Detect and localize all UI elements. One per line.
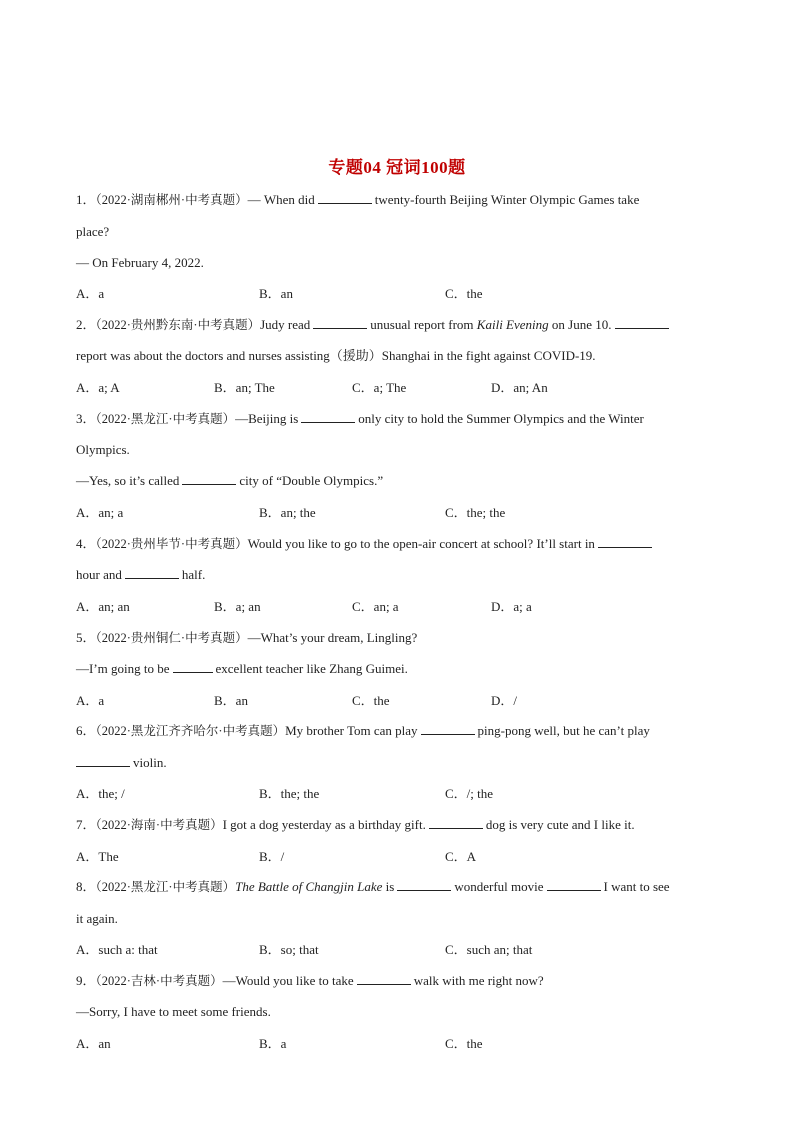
answer-blank	[301, 410, 355, 423]
question-source: （2022·贵州铜仁·中考真题）	[95, 631, 248, 645]
question-4-line-2: hour and half.	[76, 567, 206, 582]
question-source: （2022·海南·中考真题）	[95, 818, 223, 832]
answer-blank	[76, 754, 130, 767]
question-7-line-1: 7．（2022·海南·中考真题）I got a dog yesterday as a birthday gift. dog is very cute and I like it.	[76, 817, 635, 832]
question-source: （2022·吉林·中考真题）	[95, 974, 223, 988]
option-d: D．a; a	[491, 599, 532, 614]
option-d: D．/	[491, 693, 518, 708]
question-5-line-1: 5．（2022·贵州铜仁·中考真题）—What’s your dream, Lingling?	[76, 630, 418, 645]
option-b: B．an; The	[214, 380, 275, 395]
question-source: （2022·黑龙江齐齐哈尔·中考真题）	[95, 724, 286, 738]
question-1-line-2: place?	[76, 224, 110, 239]
question-source: （2022·黑龙江·中考真题）	[95, 880, 236, 894]
option-c: C．the	[445, 286, 483, 301]
option-a: A．a; A	[76, 380, 120, 395]
page-title: 专题04 冠词100题	[328, 158, 466, 177]
option-b: B．/	[259, 849, 285, 864]
question-9-line-2: —Sorry, I have to meet some friends.	[76, 1004, 271, 1019]
question-6-line-2: violin.	[76, 754, 726, 772]
question-6-line-1: 6．（2022·黑龙江齐齐哈尔·中考真题）My brother Tom can play ping-pong well, but he can’t play	[76, 723, 650, 738]
answer-blank	[615, 316, 669, 329]
question-9-line-1: 9．（2022·吉林·中考真题）—Would you like to take walk with me right now?	[76, 973, 544, 988]
option-c: C．/; the	[445, 786, 494, 801]
question-2-line-2: report was about the doctors and nurses assisting（援助）Shanghai in the fight against COVID-19.	[76, 348, 596, 363]
answer-blank	[598, 535, 652, 548]
answer-blank	[313, 316, 367, 329]
option-c: C．a; The	[352, 380, 407, 395]
option-b: B．an	[214, 693, 248, 708]
option-a: A．The	[76, 849, 119, 864]
question-source: （2022·湖南郴州·中考真题）	[95, 193, 248, 207]
option-c: C．an; a	[352, 599, 399, 614]
option-c: C．the	[352, 693, 390, 708]
question-source: （2022·贵州毕节·中考真题）	[95, 537, 248, 551]
question-3-line-3: —Yes, so it’s called city of “Double Olympics.”	[76, 473, 384, 488]
option-c: C．the	[445, 1036, 483, 1051]
option-b: B．a; an	[214, 599, 261, 614]
question-2-line-1: 2．（2022·贵州黔东南·中考真题）Judy read unusual report from Kaili Evening on June 10.	[76, 316, 726, 334]
question-3-line-1: 3．（2022·黑龙江·中考真题）—Beijing is only city to hold the Summer Olympics and the Winter	[76, 411, 644, 426]
option-b: B．an	[259, 286, 293, 301]
answer-blank	[173, 660, 213, 673]
question-3-line-2: Olympics.	[76, 442, 130, 457]
option-d: D．an; An	[491, 380, 548, 395]
question-source: （2022·黑龙江·中考真题）	[95, 412, 236, 426]
answer-blank	[357, 972, 411, 985]
answer-blank	[182, 472, 236, 485]
answer-blank	[421, 722, 475, 735]
option-b: B．so; that	[259, 942, 319, 957]
answer-blank	[547, 878, 601, 891]
answer-blank	[318, 191, 372, 204]
option-c: C．the; the	[445, 505, 506, 520]
option-c: C．A	[445, 849, 477, 864]
question-8-line-1: 8．（2022·黑龙江·中考真题）The Battle of Changjin Lake is wonderful movie I want to see	[76, 879, 670, 894]
answer-blank	[125, 566, 179, 579]
answer-blank	[429, 816, 483, 829]
option-b: B．an; the	[259, 505, 316, 520]
option-b: B．the; the	[259, 786, 320, 801]
option-a: A．an; a	[76, 505, 124, 520]
option-a: A．an; an	[76, 599, 130, 614]
option-a: A．the; /	[76, 786, 125, 801]
option-c: C．such an; that	[445, 942, 533, 957]
option-a: A．such a: that	[76, 942, 158, 957]
option-a: A．an	[76, 1036, 111, 1051]
option-a: A．a	[76, 286, 105, 301]
question-1-line-1: 1．（2022·湖南郴州·中考真题）— When did twenty-fourth Beijing Winter Olympic Games take	[76, 192, 640, 207]
question-5-line-2: —I’m going to be excellent teacher like Zhang Guimei.	[76, 661, 408, 676]
question-8-line-2: it again.	[76, 911, 118, 926]
question-4-line-1: 4．（2022·贵州毕节·中考真题）Would you like to go to the open-air concert at school? It’ll start in	[76, 535, 726, 553]
option-b: B．a	[259, 1036, 287, 1051]
question-1-line-3: — On February 4, 2022.	[76, 255, 204, 270]
answer-blank	[397, 878, 451, 891]
option-a: A．a	[76, 693, 105, 708]
question-source: （2022·贵州黔东南·中考真题）	[95, 318, 261, 332]
